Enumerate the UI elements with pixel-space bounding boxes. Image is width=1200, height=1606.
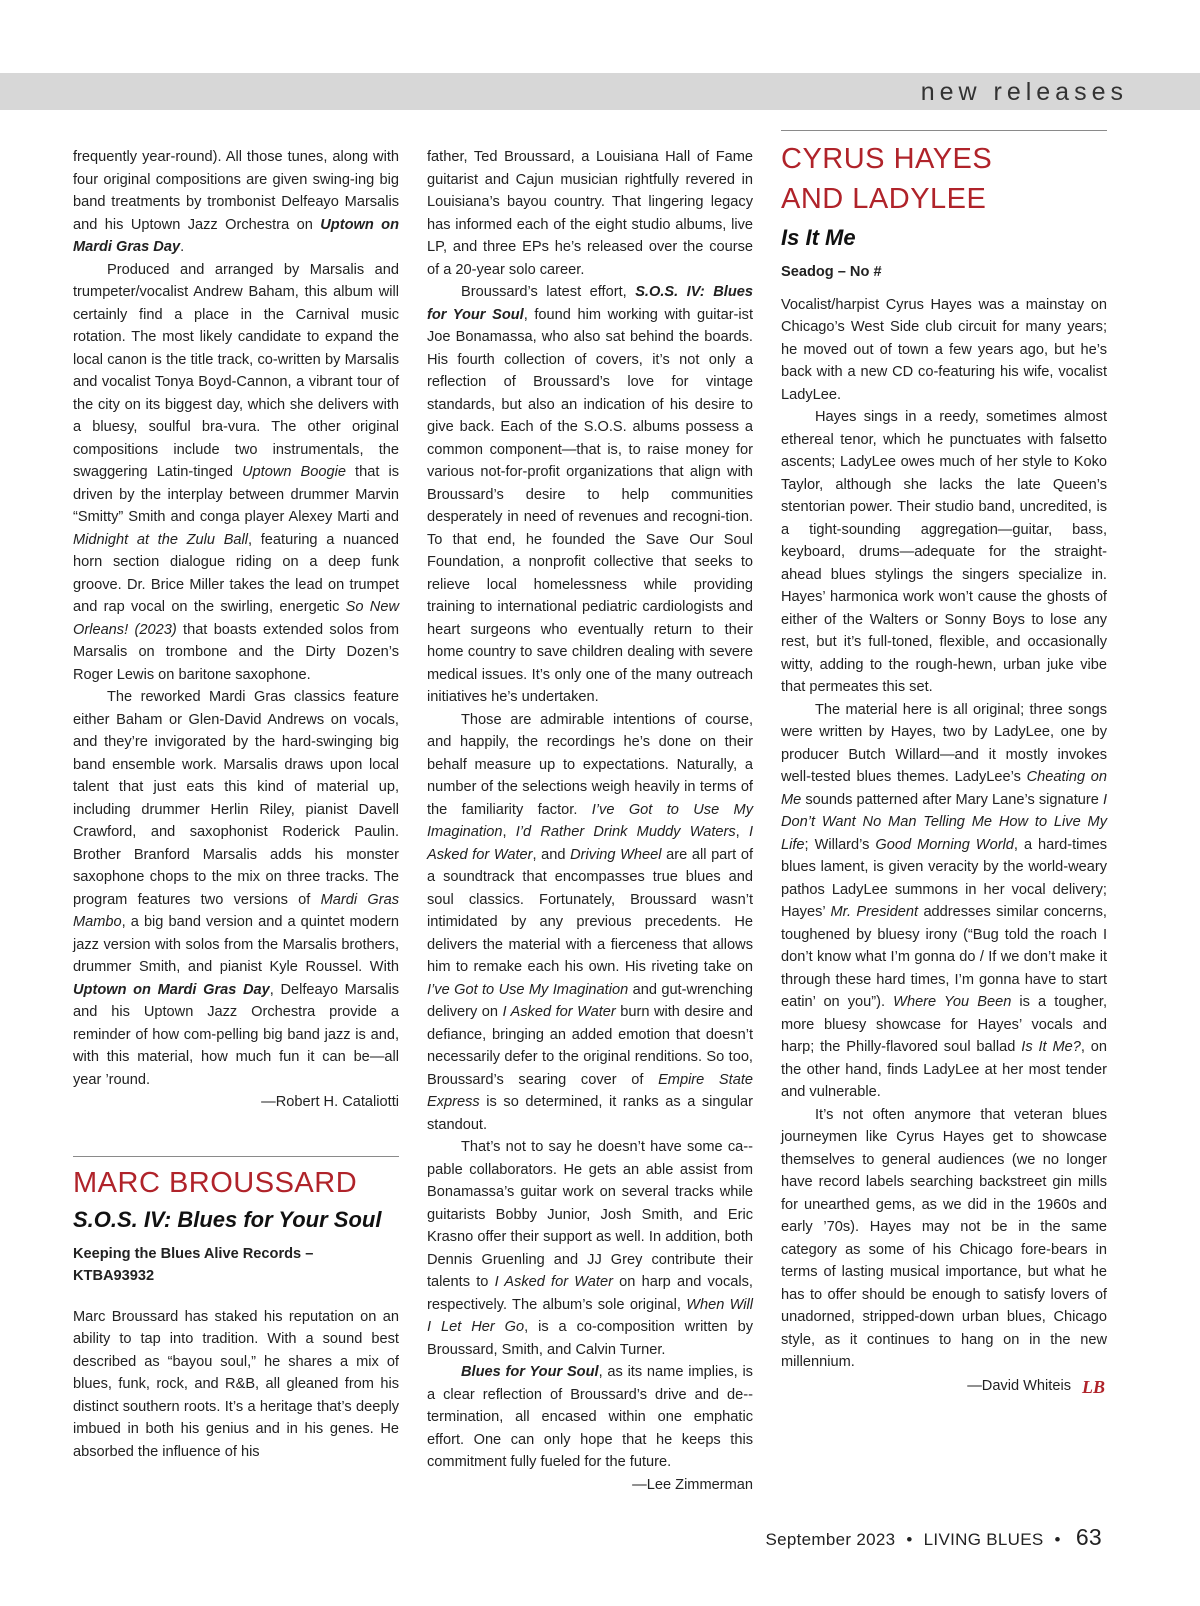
- paragraph: Hayes sings in a reedy, sometimes almost ethereal tenor, which he punctuates with falsetto ascents; LadyLee owes much of her style to Koko Taylor, although she lacks the late Queen’s stentorian power. Their studio band, uncredited, is a tight-sounding aggregation—guitar, bass, keyboard, drums—adequate for the straight-ahead blues stylings the singers specialize in. Hayes’ harmonica work won’t cause the ghosts of either of the Walters or Sonny Boys to lose any rest, but it’s full-toned, flexible, and occasionally witty, adding to the rough-hewn, urban juke vibe that permeates this set.: [781, 409, 1107, 695]
- divider: [781, 130, 1107, 131]
- column-3: [781, 130, 1107, 1398]
- label-line: Seadog – No #: [781, 264, 882, 280]
- artist-name: AND LADYLEE: [781, 183, 987, 215]
- column-1: [73, 146, 399, 1463]
- paragraph: The reworked Mardi Gras classics feature either Baham or Glen-David Andrews on vocals, and they’re invigorated by the hard-swinging big band ensemble work. Marsalis draws upon local talent that just eats this kind of material up, including drummer Herlin Riley, pianist Davell Crawford, and saxophonist Roderick Paulin. Brother Branford Marsalis adds his monster saxophone chops to the mix on three tracks. The program features two versions of Mardi Gras Mambo, a big band version and a quintet modern jazz version with solos from the Marsalis brothers, drummer Smith, and pianist Kyle Roussel. With Uptown on Mardi Gras Day, Delfeayo Marsalis and his Uptown Jazz Orchestra provide a reminder of how com-pelling big band jazz is and, with this material, how much fun it can be—all year ’round.: [73, 689, 400, 1088]
- bullet: •: [906, 1530, 913, 1549]
- paragraph: The material here is all original; three songs were written by Hayes, two by LadyLee, one by producer Butch Willard—and it mostly invokes well-tested blues themes. LadyLee’s Cheating on Me sounds patterned after Mary Lane’s signature I Don’t Want No Man Telling Me How to Live My Life; Willard’s Good Morning World, a hard-times blues lament, is given veracity by the world-weary pathos LadyLee summons in her vocal delivery; Hayes’ Mr. President addresses similar concerns, toughened by bluesy irony (“Bug told the roach I don’t know what I’m gonna do / If we don’t make it through these hard times, I’m gonna have to start eatin’ on you”). Where You Been is a tougher, more bluesy showcase for Hayes’ vocals and harp; the Philly-flavored soul ballad Is It Me?, on the other hand, finds LadyLee at her most tender and vulnerable.: [781, 701, 1108, 1100]
- logo-text: LB: [1082, 1376, 1106, 1397]
- divider: [73, 1156, 399, 1157]
- paragraph: father, Ted Broussard, a Louisiana Hall of Fame guitarist and Cajun musician rightfully revered in Louisiana’s bayou country. That lingering legacy has informed each of the eight studio albums, live LP, and three EPs he’s released over the course of a 20-year solo career.: [427, 149, 753, 278]
- paragraph: Broussard’s latest effort, S.O.S. IV: Blues for Your Soul, found him working with guitar-ist Joe Bonamassa, who also sat behind the boards. His fourth collection of covers, it’s not only a reflection of Broussard’s love for vintage standards, but also an indication of his desire to give back. Each of the S.O.S. albums possess a common component—that is, to raise money for various not-for-profit organizations that align with Broussard’s desire to help communities desperately in need of revenues and recogni-tion. To that end, he founded the Save Our Soul Foundation, a nonprofit collective that seeks to relieve local homelessness while providing training to international pediatric cardiologists and heart surgeons who eventually return to their home country to save children dealing with severe medical issues. It’s only one of the many outreach initiatives he’s undertaken.: [427, 284, 754, 705]
- paragraph: Those are admirable intentions of course, and happily, the recordings he’s done on their behalf measure up to expectations. Naturally, a number of the selections weigh heavily in terms of the familiarity factor. I’ve Got to Use My Imagination, I’d Rather Drink Muddy Waters, I Asked for Water, and Driving Wheel are all part of a soundtrack that encompasses true blues and soul classics. Fortunately, Broussard wasn’t intimidated by any previous precedents. He delivers the material with a fierceness that allows him to remake each his own. His riveting take on I’ve Got to Use My Imagination and gut-wrenching delivery on I Asked for Water burn with desire and defiance, bringing an added emotion that doesn’t necessarily defer to the original renditions. So too, Broussard’s searing cover of Empire State Express is so determined, it ranks as a singular standout.: [427, 711, 754, 1133]
- paragraph: frequently year-round). All those tunes, along with four original compositions are given swing-ing big band treatments by trombonist Delfeayo Marsalis and his Uptown Jazz Orchestra on Uptown on Mardi Gras Day.: [73, 149, 399, 255]
- column-2: [427, 146, 753, 1496]
- bullet: •: [1054, 1530, 1061, 1549]
- byline: —Lee Zimmerman: [632, 1476, 753, 1493]
- page-footer: [765, 1524, 1102, 1551]
- section-label: new releases: [920, 78, 1128, 106]
- artist-name: CYRUS HAYES: [781, 143, 993, 175]
- living-blues-logo-icon: [1081, 1374, 1107, 1398]
- label-line: Keeping the Blues Alive Records –: [73, 1245, 314, 1262]
- review-header: [73, 1163, 399, 1288]
- byline: —Robert H. Cataliotti: [261, 1094, 399, 1110]
- album-title: Is It Me: [781, 225, 856, 250]
- paragraph: Blues for Your Soul, as its name implies, is a clear reflection of Broussard’s drive and de-termination, all encased within one emphatic effort. One can only hope that he keeps this commitment fully fueled for the future.: [427, 1364, 753, 1470]
- paragraph: It’s not often anymore that veteran blues journeymen like Cyrus Hayes get to showcase themselves to general audiences (we no longer have record labels searching backstreet gin mills for unearthed gems, as we did in the 1960s and early ’70s). Hayes may not be in the same category as some of his Chicago fore-bears in terms of lasting musical importance, but what he has to offer should be enough to satisfy lovers of unadorned, stripped-down urban blues, Chicago style, as it continues to hang on in the new millennium.: [781, 1106, 1107, 1370]
- album-title: S.O.S. IV: Blues for Your Soul: [73, 1206, 382, 1232]
- paragraph: That’s not to say he doesn’t have some ca-pable collaborators. He gets an able assist from Bonamassa’s guitar work on several tracks while guitarists Bobby Junior, Josh Smith, and Eric Krasno offer their support as well. In addition, both Dennis Gruenling and JJ Grey contribute their talents to I Asked for Water on harp and vocals, respectively. The album’s sole original, When Will I Let Her Go, is a co-composition written by Broussard, Smith, and Calvin Turner.: [427, 1139, 753, 1358]
- artist-name: MARC BROUSSARD: [73, 1166, 358, 1199]
- review-header: [781, 139, 1107, 284]
- byline: —David Whiteis LB: [781, 1374, 1107, 1398]
- magazine-name: LIVING BLUES: [923, 1530, 1044, 1549]
- label-line: KTBA93932: [73, 1268, 155, 1284]
- paragraph: Vocalist/harpist Cyrus Hayes was a mainstay on Chicago’s West Side club circuit for many years; he moved out of town a few years ago, but he’s back with a new CD co-featuring his wife, vocalist LadyLee.: [781, 296, 1107, 403]
- paragraph: Marc Broussard has staked his reputation on an ability to tap into tradition. With a sound best described as “bayou soul,” he shares a mix of blues, funk, rock, and R&B, all gleaned from his distinct southern roots. It’s a heritage that’s deeply imbued in both his genius and in his genes. He absorbed the influence of his: [73, 1308, 399, 1460]
- page-number: 63: [1075, 1524, 1102, 1550]
- paragraph: Produced and arranged by Marsalis and trumpeter/vocalist Andrew Baham, this album will certainly find a place in the Carnival music rotation. The most likely candidate to expand the local canon is the title track, co-written by Marsalis and vocalist Tonya Boyd-Cannon, a vibrant tour of the city on its biggest day, which she delivers with a bluesy, soulful bra-vura. The other original compositions include two instrumentals, the swaggering Latin-tinged Uptown Boogie that is driven by the interplay between drummer Marvin “Smitty” Smith and conga player Alexey Marti and Midnight at the Zulu Ball, featuring a nuanced horn section dialogue riding on a deep funk groove. Dr. Brice Miller takes the lead on trumpet and rap vocal on the swirling, energetic So New Orleans! (2023) that boasts extended solos from Marsalis on trombone and the Dirty Dozen’s Roger Lewis on baritone saxophone.: [73, 261, 400, 683]
- issue-date: September 2023: [765, 1530, 896, 1549]
